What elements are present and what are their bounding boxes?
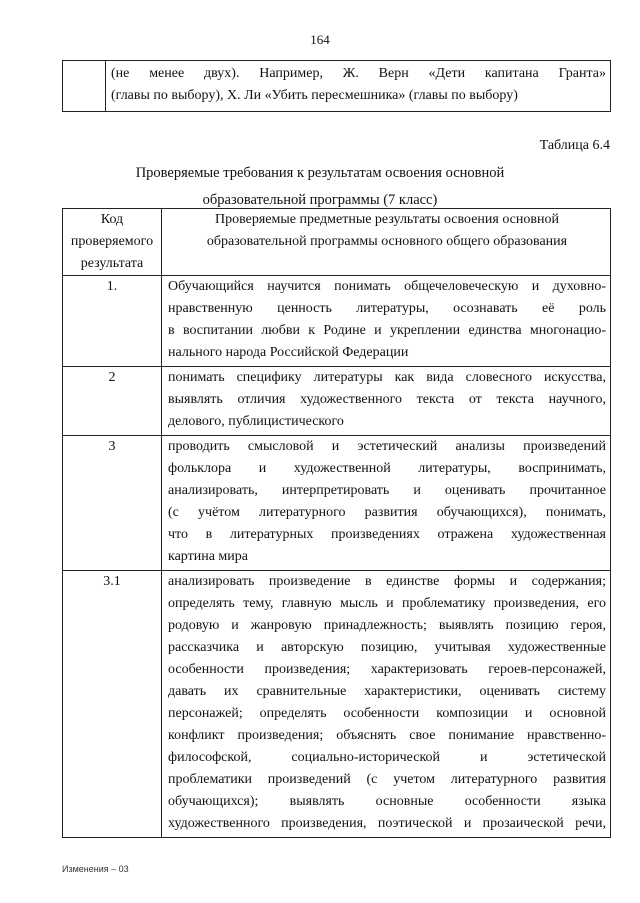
table-title-line-1: Проверяемые требования к результатам освоения основной <box>135 165 505 181</box>
carry-over-table <box>62 60 611 112</box>
row-text-cell <box>162 436 611 571</box>
row-text-line: картина мира <box>168 549 249 564</box>
row-text-line: особенности произведения; характеризовать героев-персонажей, <box>168 662 606 677</box>
row-text-line: определять тему, главную мысль и проблематику произведения, его <box>168 596 606 611</box>
row-text-cell <box>162 276 611 367</box>
header-code-cell <box>63 209 162 276</box>
row-text-line: нального народа Российской Федерации <box>168 345 409 360</box>
row-text-line: (с учётом литературного развития обучающихся), понимать, <box>168 505 606 520</box>
row-code-cell: 3 <box>63 436 162 571</box>
row-code-cell: 2 <box>63 367 162 436</box>
row-code-cell: 1. <box>63 276 162 367</box>
row-text-line: понимать специфику литературы как вида словесного искусства, <box>168 370 606 385</box>
row-text-line: обучающихся); выявлять основные особенности языка <box>168 794 606 809</box>
row-text-line: проводить смысловой и эстетический анализы произведений <box>168 439 606 454</box>
row-text-line: проблематики произведений (с учетом литературного развития <box>168 772 606 787</box>
row-text-line: анализировать, интерпретировать и оценивать прочитанное <box>168 483 606 498</box>
carry-over-line-1: (не менее двух). Например, Ж. Верн «Дети капитана Гранта» <box>111 66 606 81</box>
row-text-line: родовую и жанровую принадлежность; выявлять позицию героя, <box>168 618 606 633</box>
table-title-line-2: образовательной программы (7 класс) <box>202 192 438 208</box>
header-text-cell <box>162 209 611 276</box>
header-text-line: Проверяемые предметные результаты освоения основной <box>215 212 559 227</box>
row-text-line: в воспитании любви к Родине и укреплении единства многонацио- <box>168 323 606 338</box>
carry-over-line-2: (главы по выбору), Х. Ли «Убить пересмешника» (главы по выбору) <box>111 88 518 103</box>
header-code-line: проверяемого <box>70 234 154 249</box>
header-code-line: Код <box>100 212 124 227</box>
table-row <box>63 571 611 838</box>
row-text-line: давать их сравнительные характеристики, оценивать систему <box>168 684 606 699</box>
row-text-line: Обучающийся научится понимать общечеловеческую и духовно- <box>168 279 606 294</box>
row-text-cell <box>162 367 611 436</box>
header-text-line: образовательной программы основного общего образования <box>206 234 568 249</box>
row-text-line: анализировать произведение в единстве формы и содержания; <box>168 574 606 589</box>
header-code-line: результата <box>80 256 144 271</box>
requirements-table <box>62 208 611 838</box>
row-text-line: конфликт произведения; объяснять свое понимание нравственно- <box>168 728 606 743</box>
table-row <box>63 61 611 112</box>
row-text-line: фольклора и художественной литературы, воспринимать, <box>168 461 606 476</box>
table-label: Таблица 6.4 <box>539 138 610 153</box>
empty-code-cell <box>63 61 106 112</box>
table-title <box>0 160 640 214</box>
row-text-line: выявлять отличия художественного текста от текста научного, <box>168 392 606 407</box>
row-text-cell <box>162 571 611 838</box>
row-text-line: нравственную ценность литературы, осознавать её роль <box>168 301 606 316</box>
row-code-cell: 3.1 <box>63 571 162 838</box>
row-text-line: персонажей; определять особенности композиции и основной <box>168 706 606 721</box>
table-header-row <box>63 209 611 276</box>
table-row <box>63 436 611 571</box>
table-row <box>63 276 611 367</box>
row-text-line: философской, социально-исторической и эстетической <box>168 750 606 765</box>
footer-revision: Изменения – 03 <box>62 864 129 874</box>
row-text-line: рассказчика и авторскую позицию, учитывая художественные <box>168 640 606 655</box>
page-number: 164 <box>310 32 330 47</box>
row-text-line: что в литературных произведениях отражена художественная <box>168 527 606 542</box>
row-text-line: художественного произведения, поэтической и прозаической речи, <box>168 816 606 831</box>
table-row <box>63 367 611 436</box>
carry-over-text-cell <box>106 61 611 112</box>
row-text-line: делового, публицистического <box>168 414 344 429</box>
